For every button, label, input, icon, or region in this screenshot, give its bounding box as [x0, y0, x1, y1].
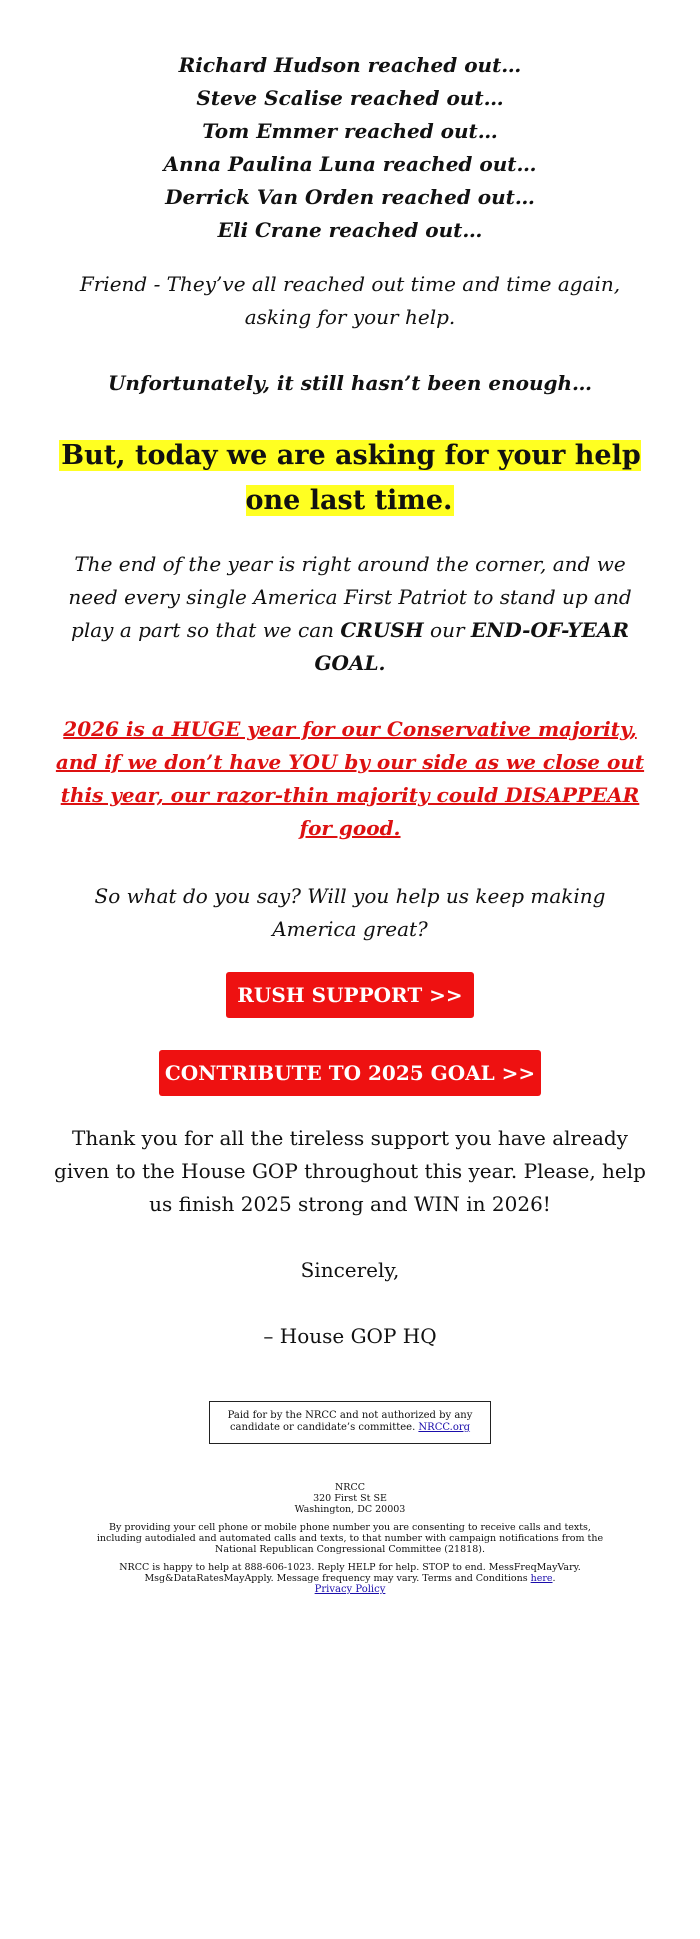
nrcc-link[interactable]: NRCC.org: [418, 1422, 471, 1433]
highlight-heading: [50, 433, 650, 523]
terms-link[interactable]: here: [530, 1573, 553, 1584]
privacy-row: [50, 1584, 650, 1595]
signature: – House GOP HQ: [263, 1324, 437, 1348]
footer-city: Washington, DC 20003: [294, 1504, 406, 1515]
rush-support-button[interactable]: RUSH SUPPORT >>: [226, 972, 474, 1018]
eoy-goal: END-OF-YEAR GOAL.: [314, 618, 629, 675]
eoy-text-2: our: [423, 618, 471, 642]
footer-consent: By providing your cell phone or mobile phone number you are consenting to receive calls and texts, including autodialed and automated calls and texts, to that number with campaign notifications from the National Republican Congressional Committee (21818).: [96, 1522, 604, 1555]
name-line: Eli Crane reached out…: [217, 218, 483, 242]
contribute-button-row: [50, 1018, 650, 1096]
name-line: Anna Paulina Luna reached out…: [163, 152, 537, 176]
question-paragraph: So what do you say? Will you help us keep making America great?: [94, 884, 606, 941]
contribute-button[interactable]: CONTRIBUTE TO 2025 GOAL >>: [159, 1050, 541, 1096]
eoy-crush: CRUSH: [340, 618, 424, 642]
end-of-year-paragraph: [50, 548, 650, 680]
eoy-text-1: The end of the year is right around the corner, and we need every single America First Patriot to stand up and play a part so that we can: [68, 552, 632, 642]
sincerely-line: Sincerely,: [300, 1258, 400, 1282]
disclaimer-text: Paid for by the NRCC and not authorized by any candidate or candidate’s committee.: [227, 1410, 473, 1433]
privacy-policy-link[interactable]: Privacy Policy: [314, 1584, 386, 1595]
footer-help: [50, 1562, 650, 1584]
name-line: Tom Emmer reached out…: [202, 119, 498, 143]
name-line: Richard Hudson reached out…: [178, 53, 522, 77]
name-line: Derrick Van Orden reached out…: [165, 185, 535, 209]
help-end: .: [552, 1573, 556, 1584]
paid-for-disclaimer: [209, 1401, 491, 1444]
name-line: Steve Scalise reached out…: [196, 86, 504, 110]
email-body: [50, 0, 650, 1595]
warning-paragraph[interactable]: 2026 is a HUGE year for our Conservative majority, and if we don’t have YOU by our side as we close out this year, our razor-thin majority could DISAPPEAR for good.: [55, 717, 645, 840]
footer-org: NRCC: [334, 1482, 365, 1493]
rush-button-row: [50, 946, 650, 1018]
intro-paragraph: Friend - They’ve all reached out time and time again, asking for your help.: [79, 272, 621, 329]
help-text: NRCC is happy to help at 888-606-1023. Reply HELP for help. STOP to end. MessFreqMayVary. Msg&DataRatesMayApply. Message frequency may vary. Terms and Conditions: [119, 1562, 581, 1584]
footer-street: 320 First St SE: [313, 1493, 387, 1504]
unfortunately-line: Unfortunately, it still hasn’t been enough…: [107, 371, 593, 395]
footer: [50, 1482, 650, 1595]
names-list: [50, 0, 650, 247]
highlight-text: But, today we are asking for your help one last time.: [61, 440, 641, 516]
thanks-paragraph: Thank you for all the tireless support you have already given to the House GOP throughout this year. Please, help us finish 2025 strong and WIN in 2026!: [54, 1126, 646, 1216]
